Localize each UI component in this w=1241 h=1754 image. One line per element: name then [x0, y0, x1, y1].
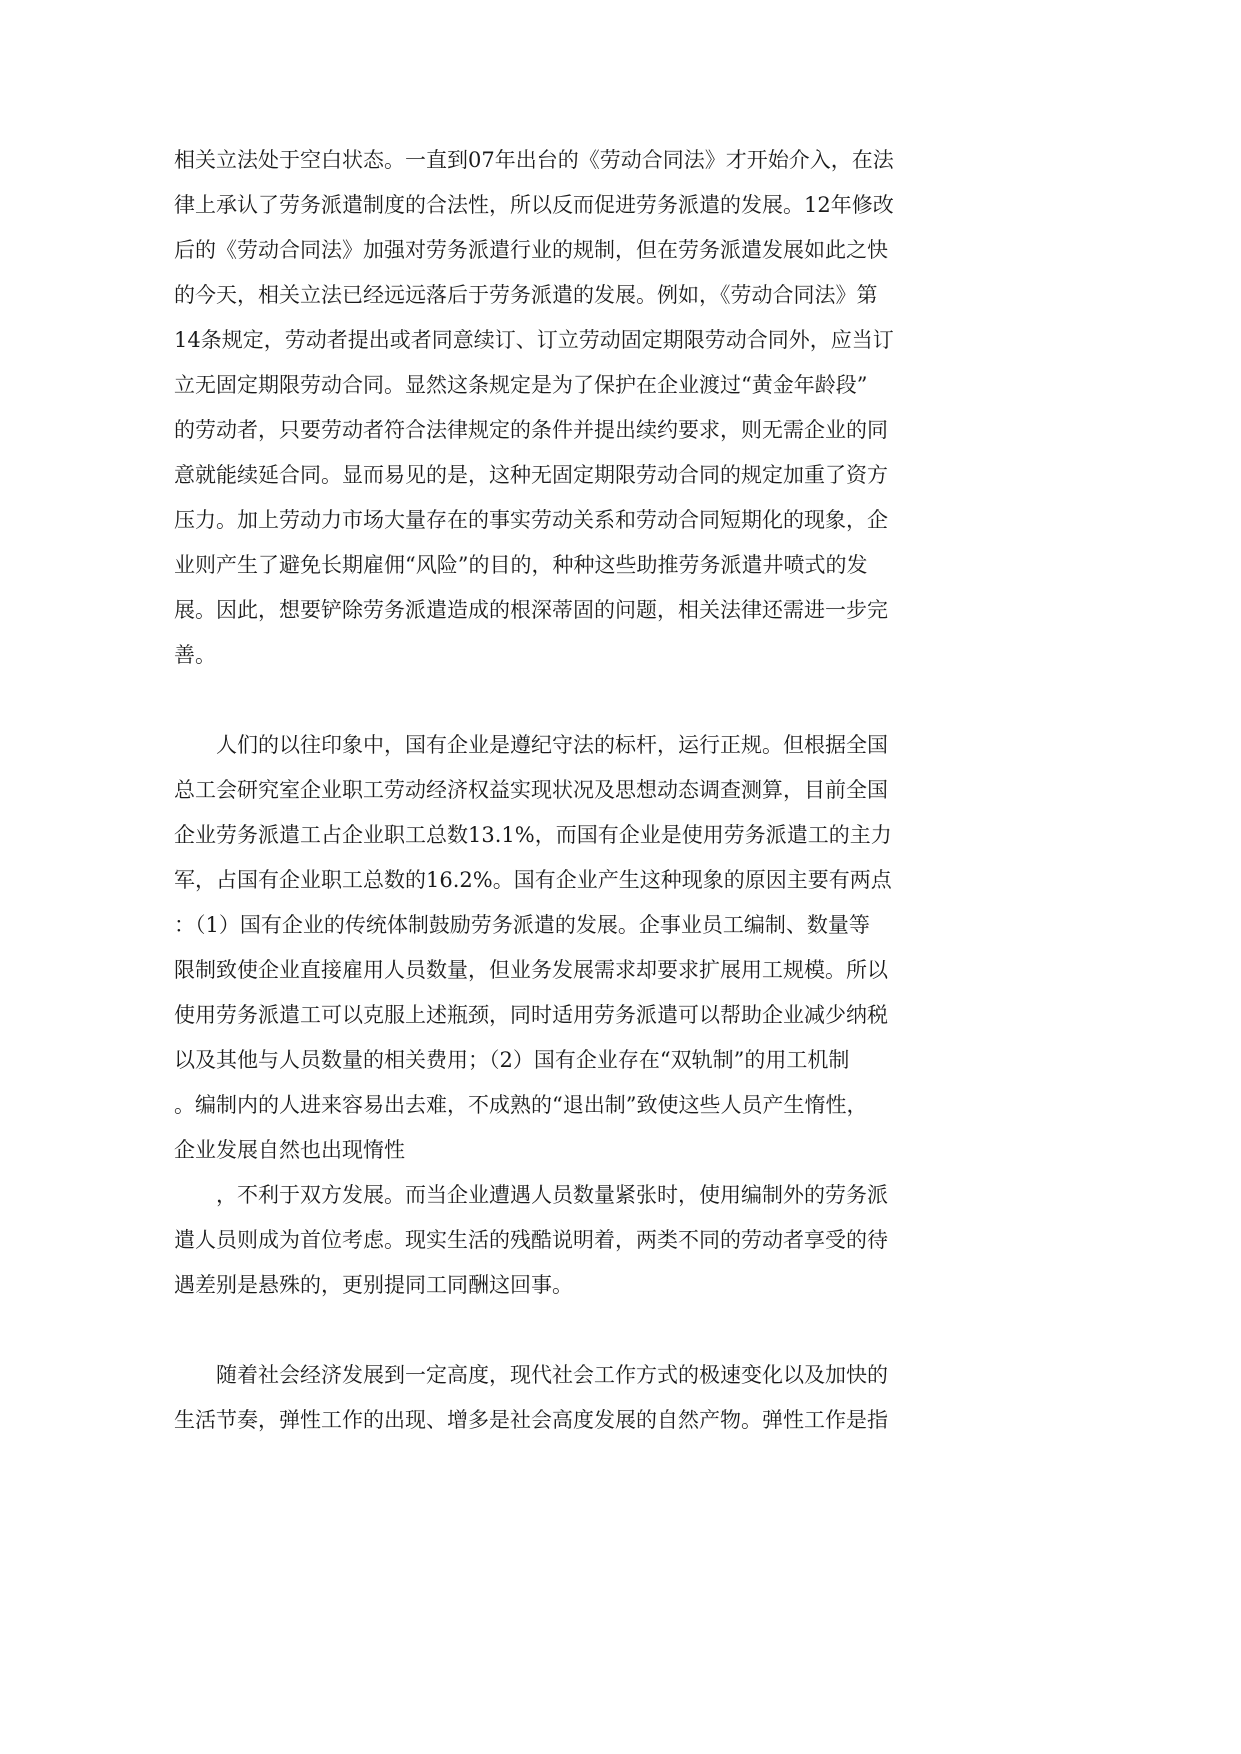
text-line: 律上承认了劳务派遣制度的合法性，所以反而促进劳务派遣的发展。12年修改 — [174, 193, 894, 217]
text-line: 随着社会经济发展到一定高度，现代社会工作方式的极速变化以及加快的 — [216, 1363, 888, 1387]
text-line: 以及其他与人员数量的相关费用；（2）国有企业存在“双轨制”的用工机制 — [174, 1048, 850, 1072]
text-line: 14条规定，劳动者提出或者同意续订、订立劳动固定期限劳动合同外，应当订 — [174, 328, 894, 352]
text-line: 总工会研究室企业职工劳动经济权益实现状况及思想动态调查测算，目前全国 — [174, 778, 888, 802]
text-line: 后的《劳动合同法》加强对劳务派遣行业的规制，但在劳务派遣发展如此之快 — [174, 238, 888, 262]
text-line: 生活节奏，弹性工作的出现、增多是社会高度发展的自然产物。弹性工作是指 — [174, 1408, 888, 1432]
text-line: ：（1）国有企业的传统体制鼓励劳务派遣的发展。企事业员工编制、数量等 — [174, 913, 870, 937]
text-line: 善。 — [174, 643, 216, 667]
text-line: 遣人员则成为首位考虑。现实生活的残酷说明着，两类不同的劳动者享受的待 — [174, 1228, 888, 1252]
text-line: ，不利于双方发展。而当企业遭遇人员数量紧张时，使用编制外的劳务派 — [216, 1183, 888, 1207]
text-line: 企业发展自然也出现惰性 — [174, 1138, 405, 1162]
text-line: 压力。加上劳动力市场大量存在的事实劳动关系和劳动合同短期化的现象，企 — [174, 508, 888, 532]
text-line: 企业劳务派遣工占企业职工总数13.1%，而国有企业是使用劳务派遣工的主力 — [174, 823, 892, 847]
text-line: 的劳动者，只要劳动者符合法律规定的条件并提出续约要求，则无需企业的同 — [174, 418, 888, 442]
text-line: 立无固定期限劳动合同。显然这条规定是为了保护在企业渡过“黄金年龄段” — [174, 373, 868, 397]
text-line: 遇差别是悬殊的，更别提同工同酬这回事。 — [174, 1273, 573, 1297]
text-line: 人们的以往印象中，国有企业是遵纪守法的标杆，运行正规。但根据全国 — [216, 733, 888, 757]
text-line: 军，占国有企业职工总数的16.2%。国有企业产生这种现象的原因主要有两点 — [174, 868, 892, 892]
text-line: 。编制内的人进来容易出去难，不成熟的“退出制”致使这些人员产生惰性， — [174, 1093, 868, 1117]
text-line: 使用劳务派遣工可以克服上述瓶颈，同时适用劳务派遣可以帮助企业减少纳税 — [174, 1003, 888, 1027]
text-line: 限制致使企业直接雇用人员数量，但业务发展需求却要求扩展用工规模。所以 — [174, 958, 888, 982]
text-line: 意就能续延合同。显而易见的是，这种无固定期限劳动合同的规定加重了资方 — [174, 463, 888, 487]
text-line: 展。因此，想要铲除劳务派遣造成的根深蒂固的问题，相关法律还需进一步完 — [174, 598, 888, 622]
text-line: 的今天，相关立法已经远远落后于劳务派遣的发展。例如，《劳动合同法》第 — [174, 283, 878, 307]
text-line: 相关立法处于空白状态。一直到07年出台的《劳动合同法》才开始介入，在法 — [174, 148, 894, 172]
text-line: 业则产生了避免长期雇佣“风险”的目的，种种这些助推劳务派遣井喷式的发 — [174, 553, 868, 577]
